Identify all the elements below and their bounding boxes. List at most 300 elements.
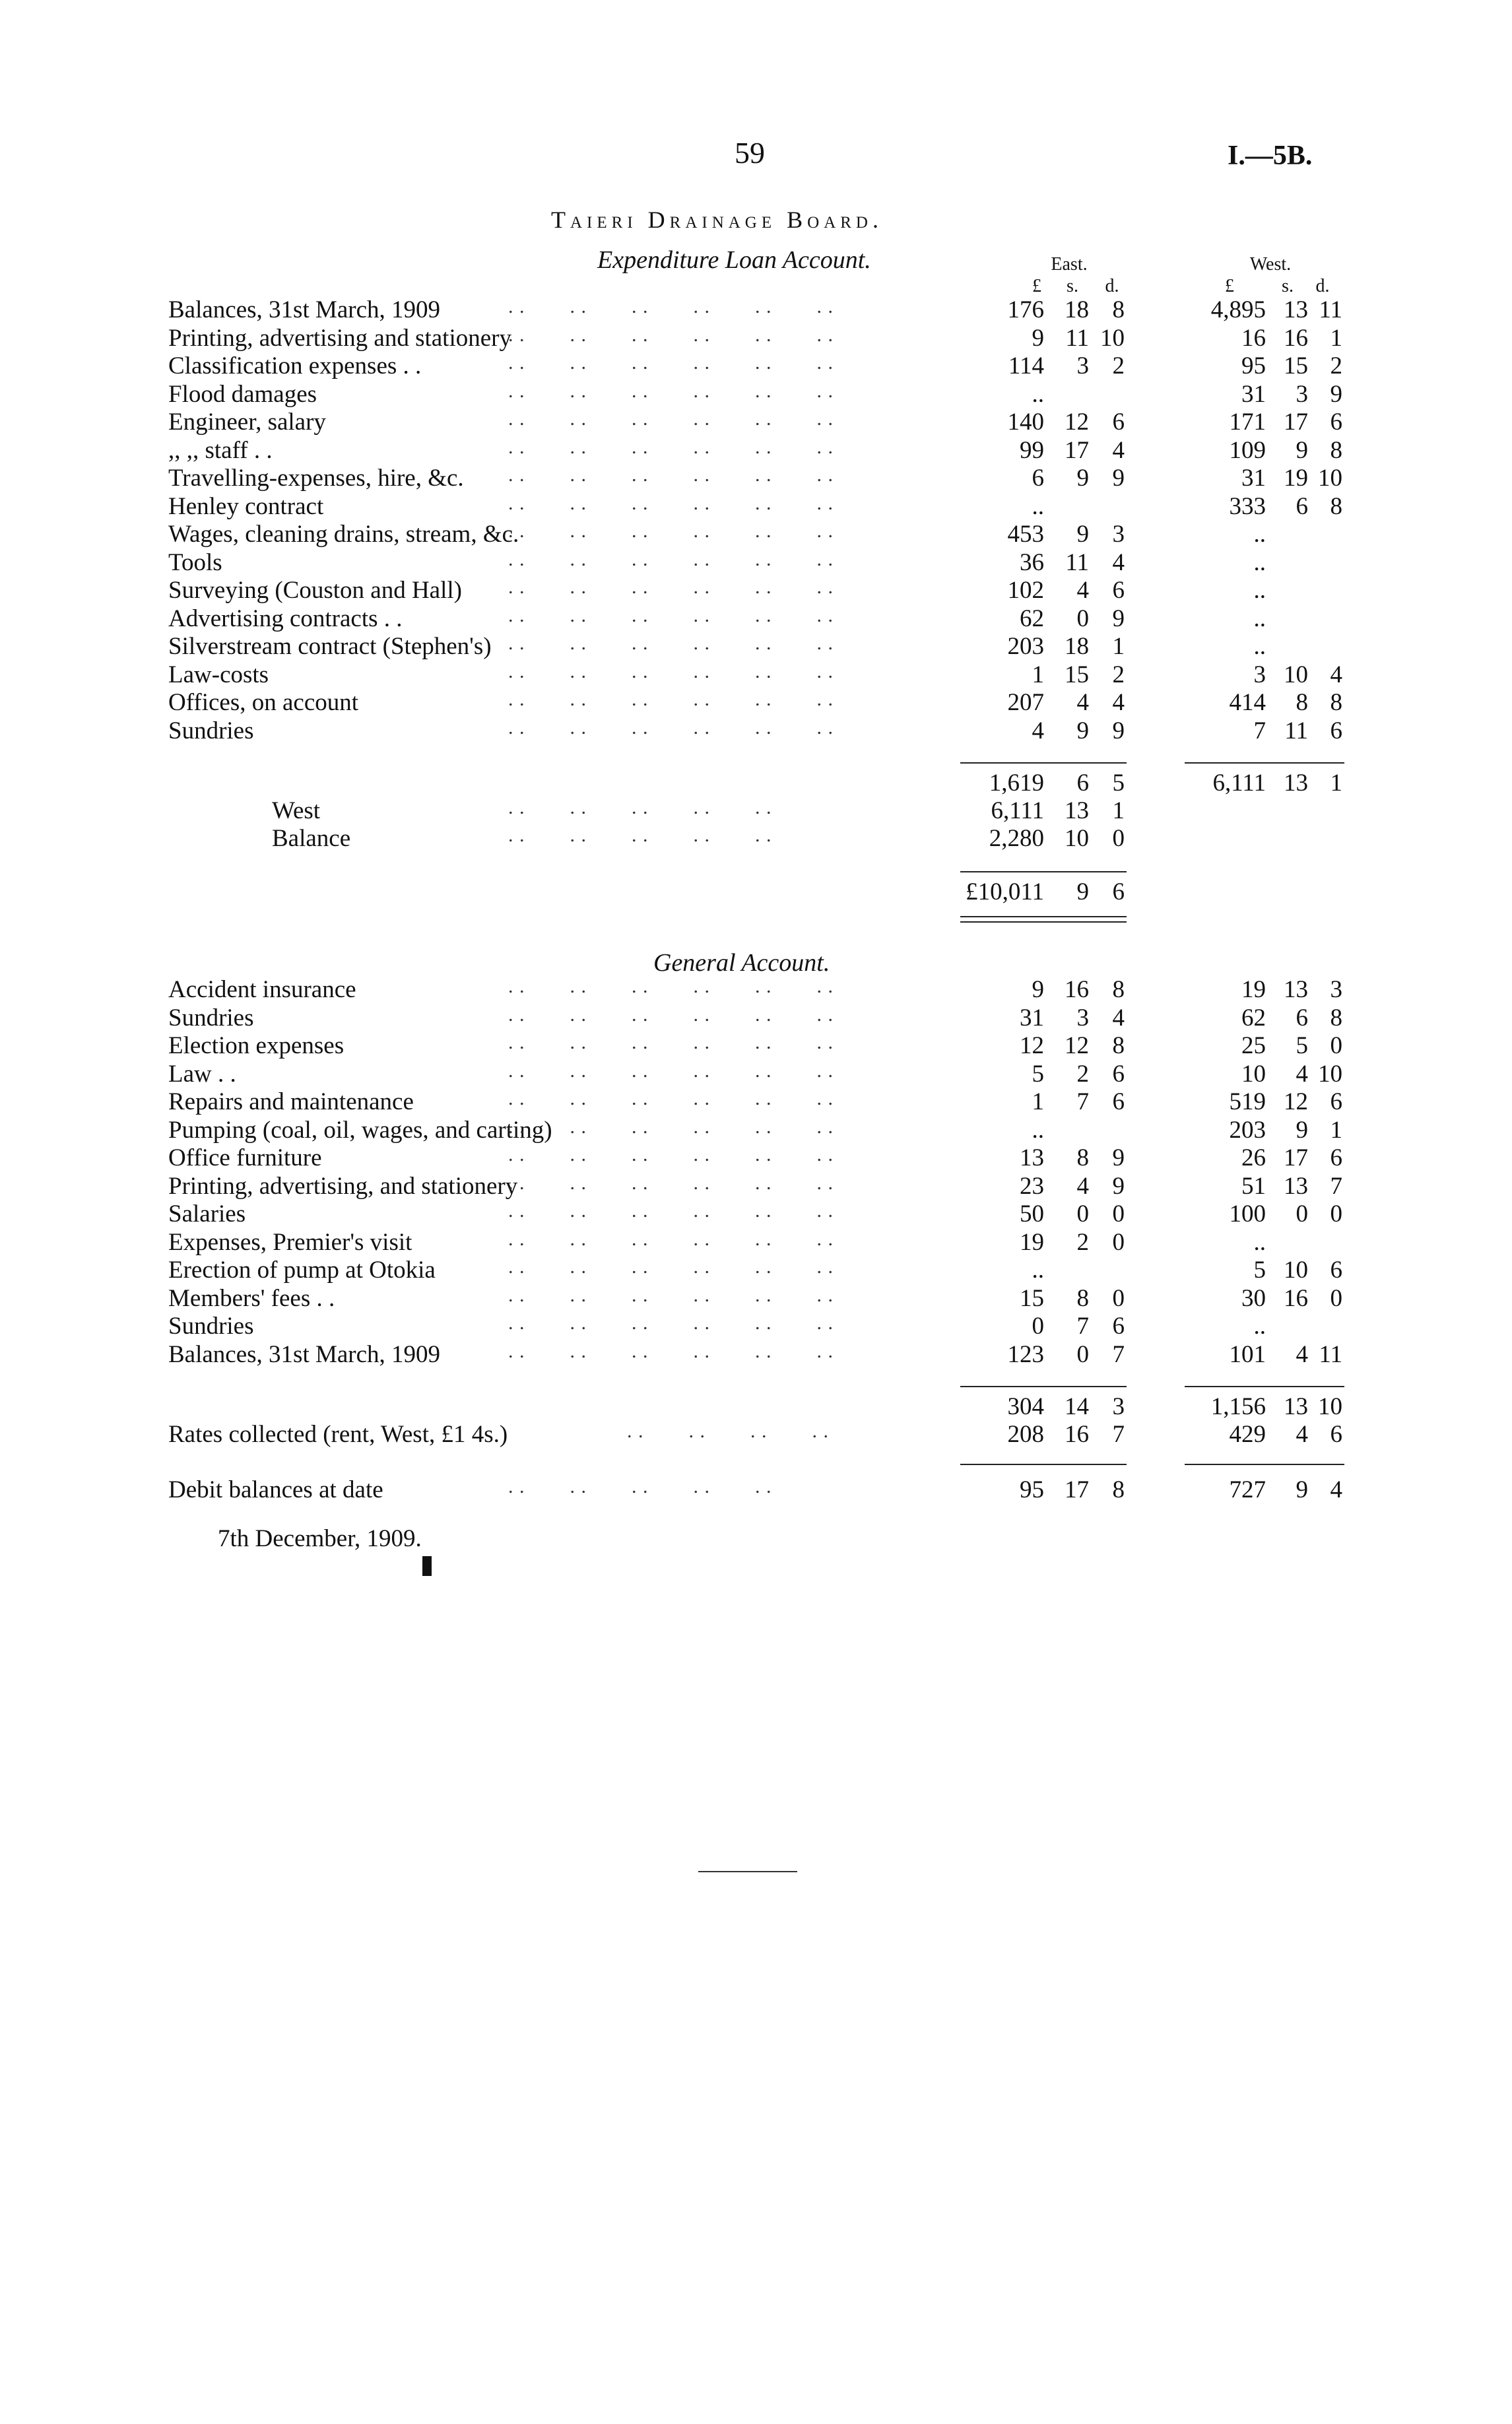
loan-account-title: Expenditure Loan Account. xyxy=(597,246,871,274)
west-pounds-cell: 31 xyxy=(1241,380,1266,408)
east-shillings-cell: 15 xyxy=(1065,661,1089,688)
west-shillings-cell: 9 xyxy=(1296,436,1308,464)
dot-leader: . . . . . . . . . . . . xyxy=(508,1059,834,1082)
east-pounds-unit: £ xyxy=(1032,276,1041,296)
west-pounds-cell: 333 xyxy=(1229,492,1266,520)
east-pence-cell: 6 xyxy=(1112,1060,1125,1088)
east-shillings-cell: 0 xyxy=(1076,1200,1089,1228)
east-pence-cell: 4 xyxy=(1112,689,1125,716)
west-pounds-cell: 5 xyxy=(1253,1257,1266,1284)
west-pence-cell: 7 xyxy=(1330,1172,1342,1200)
ledger-row-label: Law-costs xyxy=(168,661,269,688)
east-pence-cell: 0 xyxy=(1112,1284,1125,1312)
dot-leader: . . . . . . . . . . . . xyxy=(508,1032,834,1053)
west-pounds-cell: 171 xyxy=(1229,409,1266,436)
east-shillings-cell: 2 xyxy=(1076,1060,1089,1088)
debit-west-pounds: 727 xyxy=(1229,1476,1266,1503)
west-shillings-cell: 12 xyxy=(1284,1088,1308,1115)
west-pence-cell: 9 xyxy=(1330,380,1342,408)
rates-east-pence: 7 xyxy=(1112,1421,1125,1448)
general-total-west-pounds: 1,156 xyxy=(1210,1393,1266,1420)
dot-leader: . . . . . . . . . . . . xyxy=(508,379,834,402)
general-total-east-pence: 3 xyxy=(1112,1393,1125,1420)
dot-leader: . . . . . . . . . . . . xyxy=(508,1284,834,1306)
east-shillings-cell: 4 xyxy=(1076,1172,1089,1200)
east-pence-cell: 0 xyxy=(1112,1200,1125,1228)
west-pounds-cell: 7 xyxy=(1253,717,1266,744)
west-shillings-cell: 11 xyxy=(1284,717,1308,744)
east-pounds-cell: 62 xyxy=(1020,605,1044,632)
west-shillings-unit: s. xyxy=(1282,276,1294,296)
east-shillings-cell: 8 xyxy=(1076,1284,1089,1312)
west-pence-cell: 6 xyxy=(1330,409,1342,436)
loan-total-east-pounds: 1,619 xyxy=(989,770,1044,797)
east-pounds-cell: 453 xyxy=(1007,521,1044,548)
west-shillings-cell: 6 xyxy=(1296,1004,1308,1032)
dot-leader: . . . . . . . . . . . . xyxy=(508,464,834,486)
east-pence-cell: 9 xyxy=(1112,605,1125,632)
document-reference: I.—5B. xyxy=(1228,141,1313,171)
west-column-header: West. xyxy=(1249,254,1292,275)
dot-leader: . . . . . . . . . . . . xyxy=(508,975,834,997)
dot-leader: . . . . . . . . . . . . xyxy=(508,604,834,626)
west-shillings-cell: 17 xyxy=(1284,1144,1308,1171)
dot-leader: . . . . . . . . . . . . xyxy=(508,1312,834,1334)
west-shillings-cell: 3 xyxy=(1296,380,1308,408)
east-shillings-cell: 7 xyxy=(1076,1088,1089,1115)
east-shillings-cell: 2 xyxy=(1076,1228,1089,1256)
west-pounds-cell: 519 xyxy=(1229,1088,1266,1115)
east-shillings-cell: 17 xyxy=(1065,436,1089,464)
west-pounds-cell: 10 xyxy=(1241,1060,1266,1088)
loan-grand-total-pounds: £10,011 xyxy=(966,878,1044,905)
west-pounds-cell: 100 xyxy=(1229,1200,1266,1228)
east-pounds-cell: 50 xyxy=(1020,1200,1044,1228)
west-pence-cell: 4 xyxy=(1330,661,1342,688)
general-account-title: General Account. xyxy=(653,949,830,977)
east-general-rule xyxy=(960,1386,1127,1387)
west-pounds-cell: .. xyxy=(1253,521,1266,548)
east-pence-cell: 3 xyxy=(1112,521,1125,548)
west-pounds-cell: .. xyxy=(1253,633,1266,660)
east-shillings-cell: 9 xyxy=(1076,521,1089,548)
ledger-row-label: Pumping (coal, oil, wages, and carting) xyxy=(168,1116,552,1144)
east-shillings-cell: 8 xyxy=(1076,1144,1089,1171)
west-pence-cell: 0 xyxy=(1330,1032,1342,1059)
dot-leader: . . . . . . . . . . . . xyxy=(508,548,834,570)
east-pounds-cell: 102 xyxy=(1007,577,1044,604)
east-shillings-cell: 9 xyxy=(1076,465,1089,492)
east-pence-cell: 6 xyxy=(1112,1088,1125,1115)
ledger-row xyxy=(0,1312,1512,1340)
loan-total-west-pounds: 6,111 xyxy=(1212,770,1266,797)
east-pounds-cell: 123 xyxy=(1007,1340,1044,1368)
east-pence-cell: 4 xyxy=(1112,1004,1125,1032)
loan-balance-shillings: 10 xyxy=(1065,825,1089,852)
west-pounds-cell: 25 xyxy=(1241,1032,1266,1059)
east-pounds-cell: 19 xyxy=(1020,1228,1044,1256)
east-shillings-cell: 12 xyxy=(1065,1032,1089,1059)
ledger-row xyxy=(0,408,1512,436)
ledger-row-label: Offices, on account xyxy=(168,689,359,716)
west-pounds-cell: 4,895 xyxy=(1210,296,1266,323)
dot-leader: . . . . . . . . . . . . xyxy=(508,1340,834,1362)
west-shillings-cell: 4 xyxy=(1296,1340,1308,1368)
west-pounds-cell: .. xyxy=(1253,1228,1266,1256)
ledger-row xyxy=(0,605,1512,632)
loan-west-pence: 1 xyxy=(1112,797,1125,824)
ledger-row xyxy=(0,324,1512,352)
ledger-row-label: Election expenses xyxy=(168,1032,345,1059)
ledger-row xyxy=(0,296,1512,323)
ledger-row-label: Advertising contracts . . xyxy=(168,605,403,632)
east-pounds-cell: 9 xyxy=(1032,976,1044,1003)
rates-east-shillings: 16 xyxy=(1065,1421,1089,1448)
dot-leader: . . . . . . . . . . . . xyxy=(508,1200,834,1222)
general-total-west-pence: 10 xyxy=(1318,1393,1342,1420)
east-pounds-cell: 140 xyxy=(1007,409,1044,436)
ledger-row-label: Balances, 31st March, 1909 xyxy=(168,1340,441,1368)
ledger-row xyxy=(0,632,1512,660)
east-shillings-cell: 7 xyxy=(1076,1313,1089,1340)
debit-east-shillings: 17 xyxy=(1065,1476,1089,1503)
ledger-row-label: Expenses, Premier's visit xyxy=(168,1228,412,1256)
loan-balance-pence: 0 xyxy=(1112,825,1125,852)
loan-total-row xyxy=(0,769,1512,797)
dot-leader: . . . . . . . . . . xyxy=(508,797,772,818)
west-debit-rule xyxy=(1185,1464,1344,1465)
west-pence-cell: 8 xyxy=(1330,436,1342,464)
ledger-row-label: Erection of pump at Otokia xyxy=(168,1257,436,1284)
west-shillings-cell: 13 xyxy=(1284,296,1308,323)
ledger-row-label: Sundries xyxy=(168,1004,254,1032)
west-shillings-cell: 16 xyxy=(1284,324,1308,352)
ledger-row-label: Flood damages xyxy=(168,380,317,408)
loan-grand-total-pence: 6 xyxy=(1112,878,1125,905)
dot-leader: . . . . . . . . . . . . xyxy=(508,520,834,542)
east-pounds-cell: 5 xyxy=(1032,1060,1044,1088)
ledger-row xyxy=(0,1088,1512,1115)
west-pence-cell: 0 xyxy=(1330,1200,1342,1228)
west-pence-cell: 6 xyxy=(1330,1257,1342,1284)
east-pence-cell: 8 xyxy=(1112,976,1125,1003)
west-pounds-cell: .. xyxy=(1253,548,1266,576)
rates-east-pounds: 208 xyxy=(1007,1421,1044,1448)
ledger-row-label: Classification expenses . . xyxy=(168,352,422,379)
document-date: 7th December, 1909. xyxy=(218,1525,422,1552)
west-pence-cell: 8 xyxy=(1330,689,1342,716)
east-pounds-cell: 13 xyxy=(1020,1144,1044,1171)
dot-leader: . . . . . . . . . . . . xyxy=(508,632,834,654)
east-pounds-cell: 36 xyxy=(1020,548,1044,576)
west-shillings-cell: 6 xyxy=(1296,492,1308,520)
east-pence-cell: 1 xyxy=(1112,633,1125,660)
east-pounds-cell: 1 xyxy=(1032,661,1044,688)
west-general-rule xyxy=(1185,1386,1344,1387)
east-shillings-cell: 18 xyxy=(1065,633,1089,660)
ledger-row-label: Henley contract xyxy=(168,492,324,520)
west-shillings-cell: 8 xyxy=(1296,689,1308,716)
dot-leader: . . . . . . . . . . xyxy=(508,1476,772,1497)
east-pounds-cell: 99 xyxy=(1020,436,1044,464)
dot-leader: . . . . . . . . . . . . xyxy=(508,1144,834,1165)
ledger-row xyxy=(0,688,1512,716)
east-shillings-cell: 4 xyxy=(1076,689,1089,716)
debit-west-pence: 4 xyxy=(1330,1476,1342,1503)
west-pence-cell: 3 xyxy=(1330,976,1342,1003)
ledger-row xyxy=(0,1116,1512,1144)
west-shillings-cell: 10 xyxy=(1284,1257,1308,1284)
debit-west-shillings: 9 xyxy=(1296,1476,1308,1503)
ledger-row-label: Travelling-expenses, hire, &c. xyxy=(168,465,464,492)
west-shillings-cell: 15 xyxy=(1284,352,1308,379)
loan-balance-row xyxy=(0,824,1512,852)
dot-leader: . . . . . . . . . . . . xyxy=(508,408,834,430)
ledger-row xyxy=(0,1172,1512,1200)
west-pence-cell: 2 xyxy=(1330,352,1342,379)
west-pence-cell: 1 xyxy=(1330,324,1342,352)
ledger-row-label: Repairs and maintenance xyxy=(168,1088,414,1115)
east-pence-cell: 7 xyxy=(1112,1340,1125,1368)
ledger-row xyxy=(0,548,1512,576)
ledger-row-label: Printing, advertising and stationery xyxy=(168,324,511,352)
east-debit-rule xyxy=(960,1464,1127,1465)
west-pounds-cell: .. xyxy=(1253,577,1266,604)
east-pounds-cell: 207 xyxy=(1007,689,1044,716)
west-pence-cell: 1 xyxy=(1330,1116,1342,1144)
east-shillings-cell: 9 xyxy=(1076,717,1089,744)
loan-west-shillings: 13 xyxy=(1065,797,1089,824)
west-pence-cell: 0 xyxy=(1330,1284,1342,1312)
east-pounds-cell: 9 xyxy=(1032,324,1044,352)
loan-balance-label: Balance xyxy=(272,825,351,852)
rates-west-shillings: 4 xyxy=(1296,1421,1308,1448)
west-shillings-cell: 17 xyxy=(1284,409,1308,436)
dot-leader: . . . . . . . . . . . . xyxy=(508,660,834,682)
ledger-row xyxy=(0,576,1512,604)
west-shillings-cell: 9 xyxy=(1296,1116,1308,1144)
dot-leader: . . . . . . . . . . . . xyxy=(508,1088,834,1109)
east-shillings-cell: 4 xyxy=(1076,577,1089,604)
loan-west-row xyxy=(0,797,1512,824)
east-pence-cell: 10 xyxy=(1100,324,1125,352)
east-pence-cell: 9 xyxy=(1112,1144,1125,1171)
west-shillings-cell: 13 xyxy=(1284,1172,1308,1200)
dot-leader: . . . . . . . . . . . . xyxy=(508,688,834,710)
west-pounds-cell: .. xyxy=(1253,605,1266,632)
west-shillings-cell: 13 xyxy=(1284,976,1308,1003)
ledger-row xyxy=(0,1144,1512,1171)
ledger-row-label: Tools xyxy=(168,548,222,576)
west-shillings-cell: 10 xyxy=(1284,661,1308,688)
dot-leader: . . . . . . . . . . . . xyxy=(508,716,834,738)
east-shillings-cell: 0 xyxy=(1076,1340,1089,1368)
ledger-row xyxy=(0,464,1512,492)
east-pence-cell: 6 xyxy=(1112,1313,1125,1340)
west-pence-cell: 10 xyxy=(1318,1060,1342,1088)
west-pence-cell: 11 xyxy=(1319,296,1342,323)
east-pence-cell: 6 xyxy=(1112,409,1125,436)
west-subtotal-rule xyxy=(1185,762,1344,764)
east-pence-cell: 2 xyxy=(1112,661,1125,688)
dot-leader: . . . . . . . . . . . . xyxy=(508,296,834,317)
ledger-row xyxy=(0,661,1512,688)
west-pounds-cell: 95 xyxy=(1241,352,1266,379)
east-pounds-cell: 6 xyxy=(1032,465,1044,492)
dot-leader: . . . . . . . . . . . . xyxy=(508,436,834,458)
rates-collected-label: Rates collected (rent, West, £1 4s.) xyxy=(168,1421,508,1448)
loan-total-west-shillings: 13 xyxy=(1284,770,1308,797)
dot-leader: . . . . . . . . . . . . xyxy=(508,492,834,514)
general-total-west-shillings: 13 xyxy=(1284,1393,1308,1420)
ledger-row-label: Sundries xyxy=(168,717,254,744)
dot-leader: . . . . . . . . . . . . xyxy=(508,1003,834,1026)
east-pence-cell: 9 xyxy=(1112,465,1125,492)
east-shillings-cell: 11 xyxy=(1065,548,1089,576)
west-pounds-cell: 31 xyxy=(1241,465,1266,492)
ledger-row-label: Balances, 31st March, 1909 xyxy=(168,296,441,323)
ledger-row-label: Wages, cleaning drains, stream, &c. xyxy=(168,521,519,548)
rates-collected-row xyxy=(0,1420,1512,1448)
ledger-row xyxy=(0,975,1512,1003)
east-pounds-cell: 23 xyxy=(1020,1172,1044,1200)
west-shillings-cell: 19 xyxy=(1284,465,1308,492)
west-shillings-cell: 4 xyxy=(1296,1060,1308,1088)
loan-west-pounds: 6,111 xyxy=(991,797,1044,824)
east-pounds-cell: .. xyxy=(1032,1257,1044,1284)
east-pounds-cell: 176 xyxy=(1007,296,1044,323)
east-pounds-cell: 1 xyxy=(1032,1088,1044,1115)
general-total-east-pounds: 304 xyxy=(1007,1393,1044,1420)
west-pence-cell: 8 xyxy=(1330,1004,1342,1032)
west-shillings-cell: 0 xyxy=(1296,1200,1308,1228)
loan-west-label: West xyxy=(272,797,321,824)
east-pence-unit: d. xyxy=(1105,276,1119,296)
west-pounds-cell: 101 xyxy=(1229,1340,1266,1368)
west-pence-cell: 6 xyxy=(1330,1144,1342,1171)
page-number: 59 xyxy=(735,136,765,170)
east-pence-cell: 8 xyxy=(1112,1032,1125,1059)
loan-grand-total-shillings: 9 xyxy=(1076,878,1089,905)
ledger-row xyxy=(0,1004,1512,1032)
east-pounds-cell: 203 xyxy=(1007,633,1044,660)
loan-balance-pounds: 2,280 xyxy=(989,825,1044,852)
west-pence-cell: 8 xyxy=(1330,492,1342,520)
rates-west-pence: 6 xyxy=(1330,1421,1342,1448)
east-shillings-cell: 18 xyxy=(1065,296,1089,323)
ledger-row xyxy=(0,436,1512,464)
east-shillings-cell: 12 xyxy=(1065,409,1089,436)
loan-total-east-shillings: 6 xyxy=(1076,770,1089,797)
ledger-row xyxy=(0,1228,1512,1256)
east-shillings-cell: 3 xyxy=(1076,352,1089,379)
debit-east-pence: 8 xyxy=(1112,1476,1125,1503)
east-pence-cell: 8 xyxy=(1112,296,1125,323)
east-total-rule xyxy=(960,871,1127,872)
west-pounds-cell: 30 xyxy=(1241,1284,1266,1312)
ledger-row-label: Surveying (Couston and Hall) xyxy=(168,577,462,604)
east-shillings-cell: 16 xyxy=(1065,976,1089,1003)
east-pounds-cell: .. xyxy=(1032,492,1044,520)
ledger-row-label: Members' fees . . xyxy=(168,1284,335,1312)
debit-east-pounds: 95 xyxy=(1020,1476,1044,1503)
east-shillings-unit: s. xyxy=(1067,276,1078,296)
ledger-row-label: Printing, advertising, and stationery xyxy=(168,1172,518,1200)
east-pence-cell: 2 xyxy=(1112,352,1125,379)
east-pounds-cell: 0 xyxy=(1032,1313,1044,1340)
ledger-row xyxy=(0,492,1512,520)
loan-total-west-pence: 1 xyxy=(1330,770,1342,797)
east-subtotal-rule xyxy=(960,762,1127,764)
dot-leader: . . . . . . . . . . . . xyxy=(508,1171,834,1194)
east-pence-cell: 4 xyxy=(1112,436,1125,464)
dot-leader: . . . . . . . . xyxy=(627,1420,829,1442)
east-pounds-cell: 12 xyxy=(1020,1032,1044,1059)
ledger-row xyxy=(0,352,1512,379)
ledger-row xyxy=(0,1200,1512,1228)
dot-leader: . . . . . . . . . . . . xyxy=(508,1228,834,1250)
ledger-row xyxy=(0,717,1512,744)
loan-total-east-pence: 5 xyxy=(1112,770,1125,797)
west-pounds-cell: 51 xyxy=(1241,1172,1266,1200)
east-pounds-cell: 114 xyxy=(1008,352,1044,379)
west-pounds-unit: £ xyxy=(1225,276,1234,296)
west-pence-cell: 6 xyxy=(1330,717,1342,744)
west-pounds-cell: 16 xyxy=(1241,324,1266,352)
ledger-row xyxy=(0,1256,1512,1284)
ledger-row xyxy=(0,380,1512,408)
ledger-row-label: Sundries xyxy=(168,1313,254,1340)
west-shillings-cell: 16 xyxy=(1284,1284,1308,1312)
west-pence-cell: 6 xyxy=(1330,1088,1342,1115)
dot-leader: . . . . . . . . . . . . xyxy=(508,323,834,346)
east-pounds-cell: .. xyxy=(1032,380,1044,408)
west-pounds-cell: 3 xyxy=(1253,661,1266,688)
ledger-row-label: Silverstream contract (Stephen's) xyxy=(168,633,492,660)
rates-west-pounds: 429 xyxy=(1229,1421,1266,1448)
ledger-row xyxy=(0,1032,1512,1059)
west-shillings-cell: 5 xyxy=(1296,1032,1308,1059)
ledger-row-label: Salaries xyxy=(168,1200,246,1228)
ledger-row-label: Accident insurance xyxy=(168,976,356,1003)
west-pounds-cell: 203 xyxy=(1229,1116,1266,1144)
east-shillings-cell: 0 xyxy=(1076,605,1089,632)
east-shillings-cell: 3 xyxy=(1076,1004,1089,1032)
east-pence-cell: 9 xyxy=(1112,1172,1125,1200)
east-double-rule-bottom xyxy=(960,921,1127,923)
ledger-row-label: Law . . xyxy=(168,1060,236,1088)
ledger-row xyxy=(0,1340,1512,1368)
west-pounds-cell: 414 xyxy=(1229,689,1266,716)
general-total-east-shillings: 14 xyxy=(1065,1393,1089,1420)
board-title: Taieri Drainage Board. xyxy=(551,207,883,233)
east-pounds-cell: 15 xyxy=(1020,1284,1044,1312)
loan-grand-total-row xyxy=(0,878,1512,905)
ledger-row-label: ,, ,, staff . . xyxy=(168,436,273,464)
east-pence-cell: 6 xyxy=(1112,577,1125,604)
west-pence-unit: d. xyxy=(1315,276,1330,296)
west-pence-cell: 10 xyxy=(1318,465,1342,492)
east-pence-cell: 4 xyxy=(1112,548,1125,576)
east-pounds-cell: 31 xyxy=(1020,1004,1044,1032)
dot-leader: . . . . . . . . . . . . xyxy=(508,1115,834,1138)
dot-leader: . . . . . . . . . . . . xyxy=(508,352,834,374)
ledger-row-label: Office furniture xyxy=(168,1144,322,1171)
east-column-header: East. xyxy=(1051,254,1088,275)
west-pounds-cell: 19 xyxy=(1241,976,1266,1003)
west-pounds-cell: .. xyxy=(1253,1313,1266,1340)
east-double-rule-top xyxy=(960,916,1127,917)
